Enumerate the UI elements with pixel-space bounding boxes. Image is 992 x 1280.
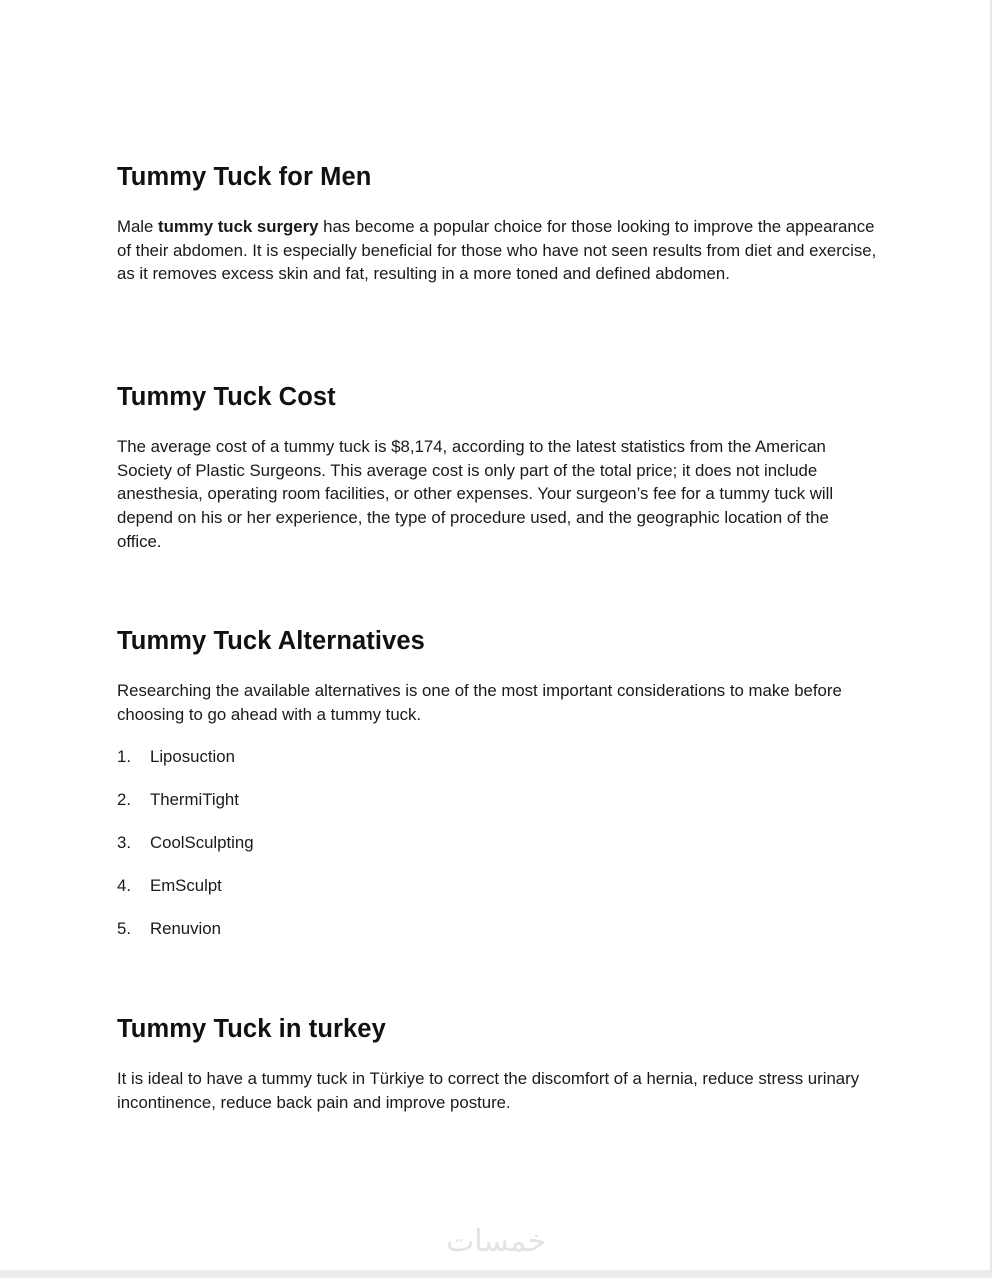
list-label: CoolSculpting (150, 833, 254, 852)
list-label: Renuvion (150, 919, 221, 938)
alternatives-list (117, 745, 254, 960)
section-body-men (117, 215, 877, 286)
section-body-cost: The average cost of a tummy tuck is $8,174, according to the latest statistics from the American Society of Plastic Surgeons. This average cost is only part of the total price; it does not include anesthesia, operating room facilities, or other expenses. Your surgeon’s fee for a tummy tuck will depend on his or her experience, the type of procedure used, and the geographic location of the office. (117, 437, 834, 551)
list-number: 3. (117, 833, 131, 852)
list-item (117, 874, 254, 917)
list-label: EmSculpt (150, 876, 222, 895)
list-label: Liposuction (150, 747, 235, 766)
bold-keyword: tummy tuck surgery (158, 217, 319, 236)
list-number: 5. (117, 919, 131, 938)
section-title-men: Tummy Tuck for Men (117, 163, 372, 191)
list-number: 4. (117, 876, 131, 895)
section-body-alternatives: Researching the available alternatives is one of the most important considerations to make before choosing to go ahead with a tummy tuck. (117, 681, 842, 724)
section-body-turkey: It is ideal to have a tummy tuck in Türkiye to correct the discomfort of a hernia, reduce stress urinary incontinence, reduce back pain and improve posture. (117, 1069, 860, 1112)
list-number: 2. (117, 790, 131, 809)
section-title-alternatives: Tummy Tuck Alternatives (117, 627, 425, 655)
watermark-logo: خمسات (445, 1224, 547, 1259)
list-number: 1. (117, 747, 131, 766)
section-title-turkey: Tummy Tuck in turkey (117, 1015, 386, 1043)
list-label: ThermiTight (150, 790, 239, 809)
list-item (117, 745, 254, 788)
section-title-cost: Tummy Tuck Cost (117, 383, 336, 411)
body-text: Male (117, 217, 159, 236)
list-item (117, 917, 254, 960)
body-text: has become a popular choice for those looking to improve the appearance of their abdomen. It is especially beneficial for those who have not seen results from diet and exercise, as it removes excess skin and fat, resulting in a more toned and defined abdomen. (117, 217, 877, 284)
list-item (117, 831, 254, 874)
list-item (117, 788, 254, 831)
